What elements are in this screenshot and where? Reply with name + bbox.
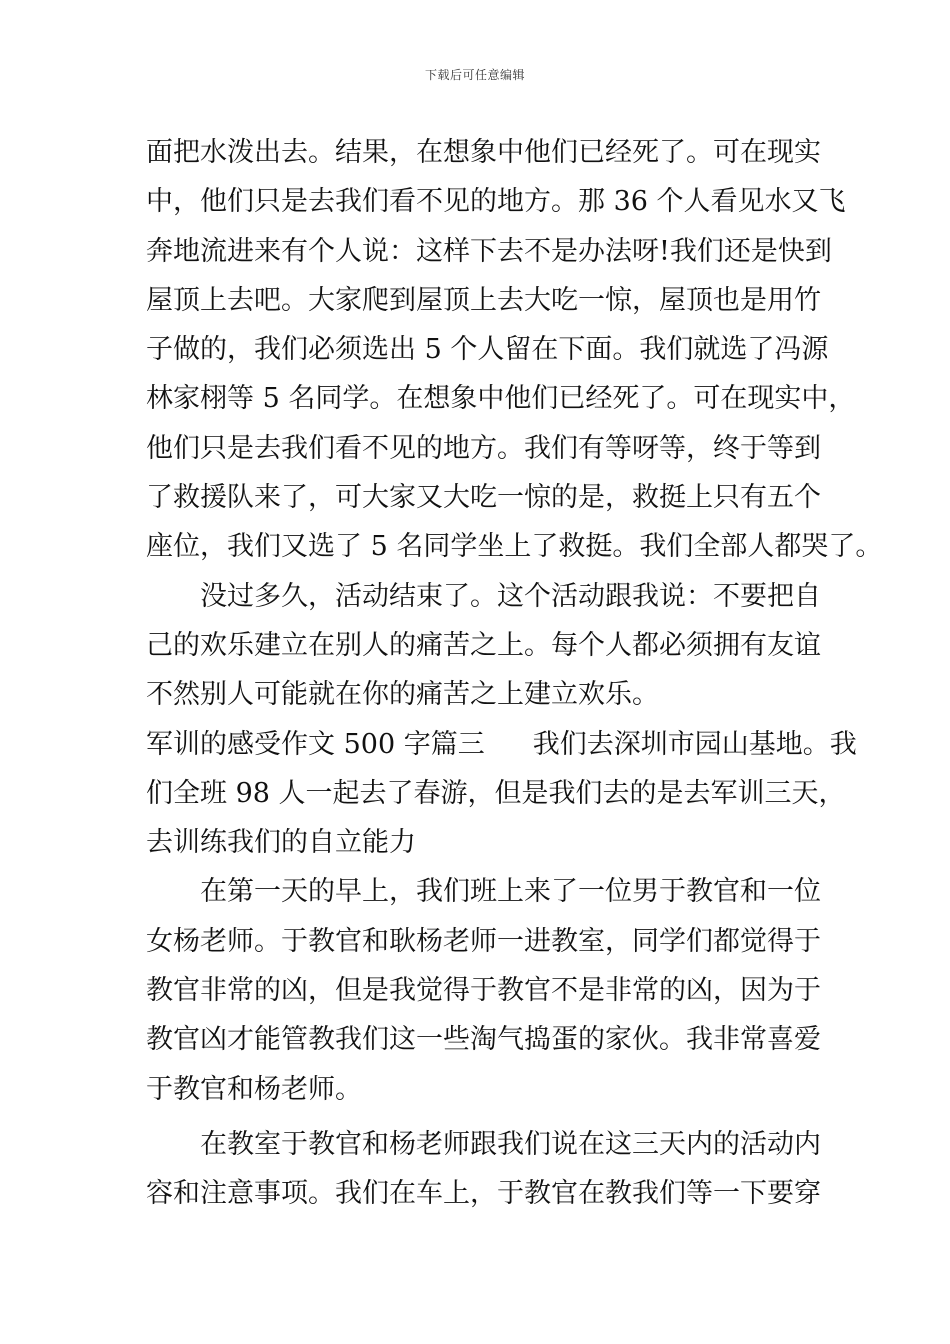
text-line: 不然别人可能就在你的痛苦之上建立欢乐。: [146, 679, 659, 711]
section-heading: 军训的感受作文 500 字篇三: [146, 728, 485, 760]
text-line: 面把水泼出去。结果，在想象中他们已经死了。可在现实: [146, 137, 821, 168]
text-line: 教官凶才能管教我们这一些淘气捣蛋的家伙。我非常喜爱: [146, 1024, 821, 1056]
text-line: 于教官和杨老师。: [146, 1073, 362, 1105]
text-line: 座位，我们又选了 5 名同学坐上了救挺。我们全部人都哭了。: [146, 531, 883, 563]
paragraph-start-line: 在第一天的早上，我们班上来了一位男于教官和一位: [200, 876, 821, 908]
section-heading-line: [146, 720, 857, 769]
text-line: 己的欢乐建立在别人的痛苦之上。每个人都必须拥有友谊: [146, 629, 821, 661]
page-header-note: 下载后可任意编辑: [424, 68, 525, 82]
text-line: 了救援队来了，可大家又大吃一惊的是，救挺上只有五个: [146, 482, 821, 514]
text-segment: 我们去深圳市园山基地。我: [532, 728, 857, 760]
text-line: 去训练我们的自立能力: [146, 827, 416, 859]
text-line: 中，他们只是去我们看不见的地方。那 36 个人看见水又飞: [146, 186, 846, 218]
text-line: 林家栩等 5 名同学。在想象中他们已经死了。可在现实中，: [146, 383, 856, 415]
text-line: 容和注意事项。我们在车上，于教官在教我们等一下要穿: [146, 1178, 821, 1210]
text-line: 们全班 98 人一起去了春游，但是我们去的是去军训三天，: [146, 777, 846, 809]
text-line: 他们只是去我们看不见的地方。我们有等呀等，终于等到: [146, 432, 821, 464]
text-line: 教官非常的凶，但是我觉得于教官不是非常的凶，因为于: [146, 975, 821, 1007]
body-text: [146, 128, 883, 1219]
text-line: 子做的，我们必须选出 5 个人留在下面。我们就选了冯源: [146, 334, 829, 366]
paragraph-start-line: 没过多久，活动结束了。这个活动跟我说：不要把自: [200, 580, 821, 612]
paragraph-start-line: 在教室于教官和杨老师跟我们说在这三天内的活动内: [200, 1128, 821, 1160]
text-line: 奔地流进来有个人说：这样下去不是办法呀!我们还是快到: [146, 235, 832, 267]
text-line: 女杨老师。于教官和耿杨老师一进教室，同学们都觉得于: [146, 925, 821, 957]
text-line: 屋顶上去吧。大家爬到屋顶上去大吃一惊，屋顶也是用竹: [146, 284, 821, 316]
